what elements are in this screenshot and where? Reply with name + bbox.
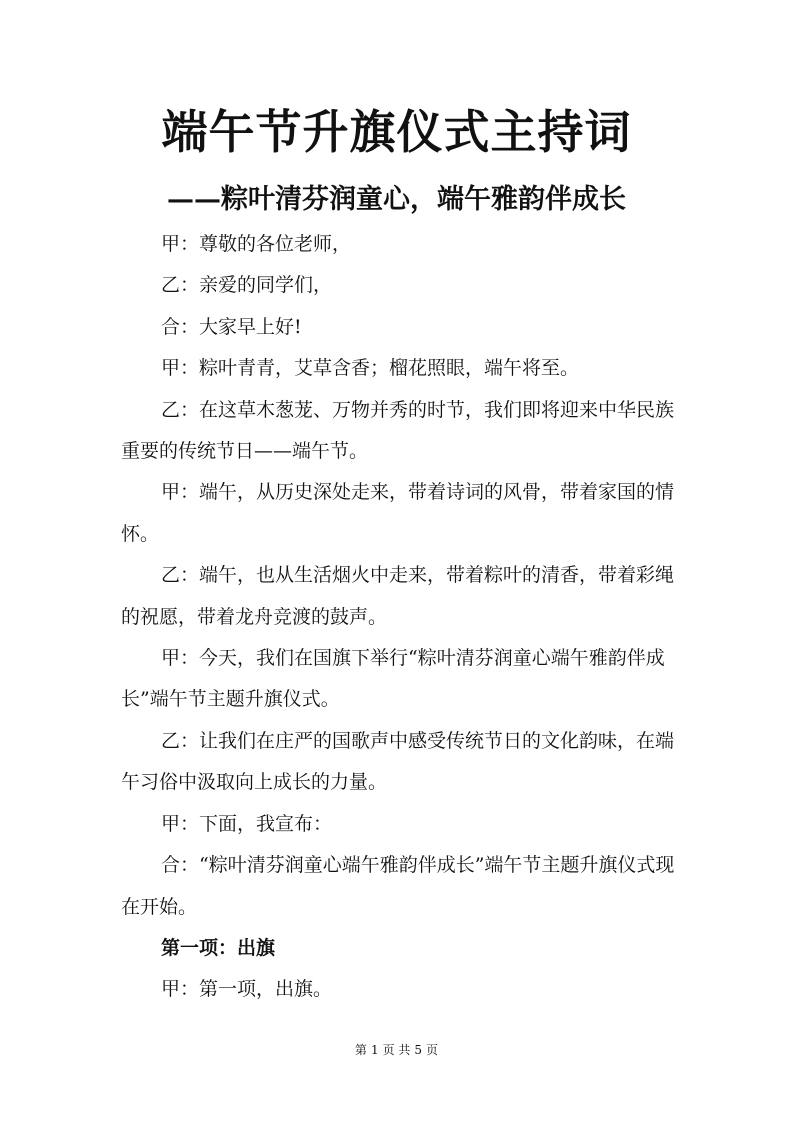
paragraph: 甲：尊敬的各位老师， — [161, 233, 352, 255]
footer-current-page: 1 — [370, 1043, 379, 1057]
paragraph: 乙：在这草木葱茏、万物并秀的时节，我们即将迎来中华民族重要的传统节日——端午节。 — [121, 398, 675, 463]
section-heading: 第一项：出旗 — [161, 936, 276, 959]
footer-suffix: 页 — [426, 1043, 439, 1057]
paragraph: 乙：让我们在庄严的国歌声中感受传统节日的文化韵味，在端午习俗中汲取向上成长的力量。 — [121, 729, 675, 794]
footer-middle: 页 共 — [382, 1043, 411, 1057]
paragraph: 乙：端午，也从生活烟火中走来，带着粽叶的清香，带着彩绳的祝愿，带着龙舟竞渡的鼓声。 — [121, 564, 675, 628]
page-footer — [0, 1042, 793, 1058]
footer-total-pages: 5 — [414, 1043, 423, 1057]
paragraph: 甲：端午，从历史深处走来，带着诗词的风骨，带着家国的情怀。 — [121, 481, 675, 545]
document-body — [121, 224, 677, 1011]
paragraph: 甲：今天，我们在国旗下举行“粽叶清芬润童心端午雅韵伴成长”端午节主题升旗仪式。 — [121, 647, 665, 711]
document-title: 端午节升旗仪式主持词 — [161, 105, 632, 159]
paragraph: 乙：亲爱的同学们， — [161, 274, 333, 297]
paragraph: 甲：粽叶青青，艾草含香；榴花照眼，端午将至。 — [161, 357, 580, 380]
paragraph: 甲：下面，我宣布： — [161, 812, 333, 835]
document-subtitle: ——粽叶清芬润童心，端午雅韵伴成长 — [167, 184, 626, 215]
footer-prefix: 第 — [354, 1043, 367, 1057]
paragraph: 合：“粽叶清芬润童心端午雅韵伴成长”端午节主题升旗仪式现在开始。 — [121, 854, 675, 918]
paragraph: 合：大家早上好! — [161, 315, 302, 338]
paragraph: 甲：第一项，出旗。 — [161, 978, 333, 1001]
